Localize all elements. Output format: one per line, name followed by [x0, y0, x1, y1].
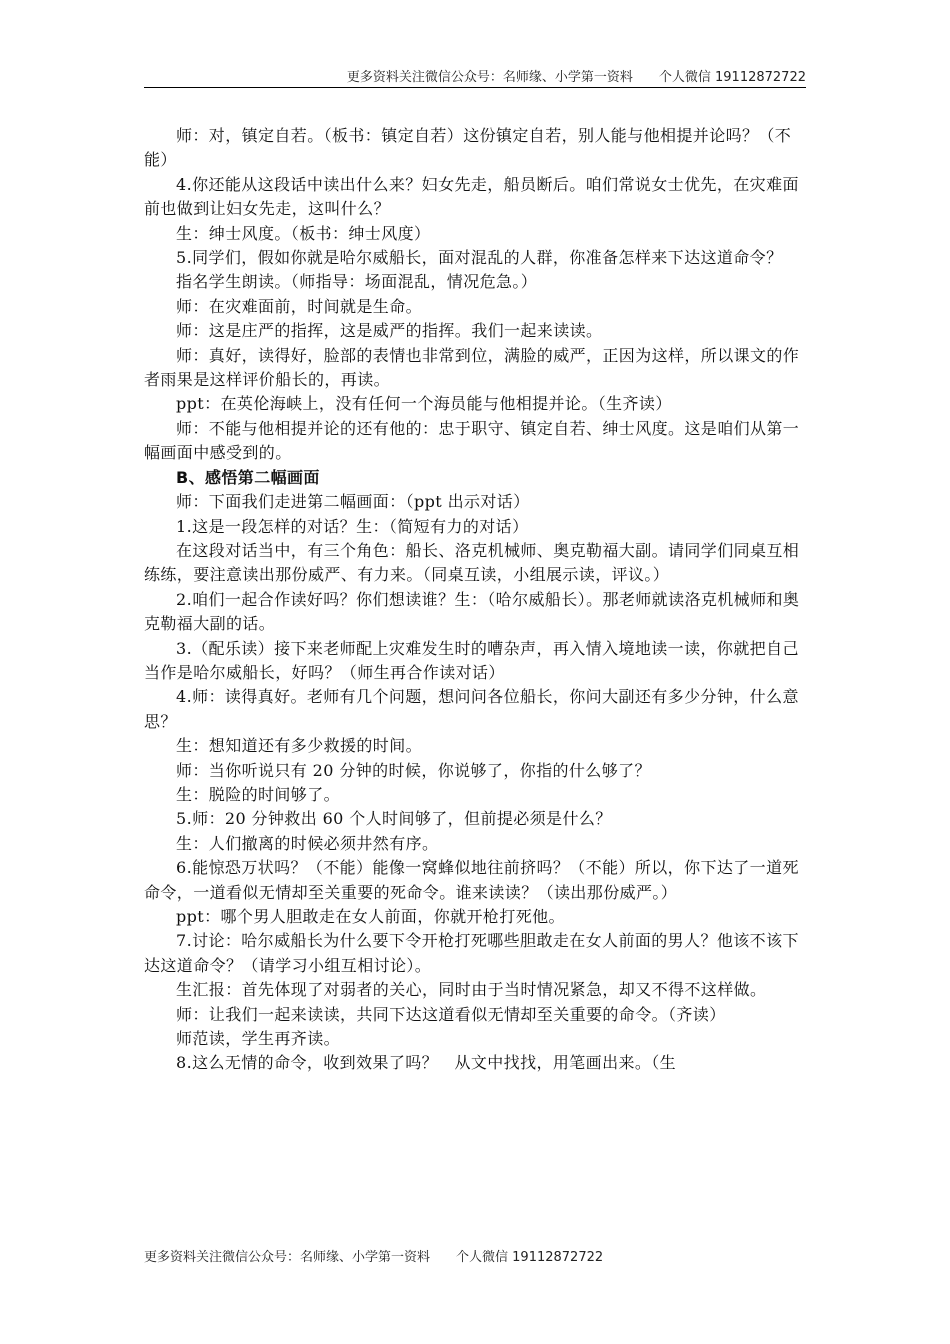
- paragraph: 生汇报：首先体现了对弱者的关心，同时由于当时情况紧急，却又不得不这样做。: [176, 980, 767, 1000]
- paragraph: 生：脱险的时间够了。: [176, 784, 341, 804]
- paragraph: 生：人们撤离的时候必须井然有序。: [176, 833, 439, 853]
- header-source-text: 更多资料关注微信公众号：名师缘、小学第一资料: [346, 70, 633, 85]
- paragraph: 师：真好，读得好，脸部的表情也非常到位，满脸的威严，正因为这样，所以课文的作者雨果是这样评价船长的，再读。: [144, 345, 800, 390]
- header-divider: [144, 87, 806, 88]
- section-heading: B、感悟第二幅画面: [176, 467, 320, 487]
- paragraph: 7.讨论：哈尔威船长为什么要下令开枪打死哪些胆敢走在女人前面的男人？他该不该下达这道命令？（请学习小组互相讨论）。: [144, 931, 799, 975]
- paragraph: 1.这是一段怎样的对话？生：（简短有力的对话）: [176, 516, 529, 536]
- paragraph: 师：不能与他相提并论的还有他的：忠于职守、镇定自若、绅士风度。这是咱们从第一幅画面中感受到的。: [144, 418, 800, 463]
- paragraph: 师：当你听说只有 20 分钟的时候，你说够了，你指的什么够了？: [176, 760, 651, 780]
- paragraph: 师：在灾难面前，时间就是生命。: [176, 296, 423, 316]
- paragraph: 2.咱们一起合作读好吗？你们想读谁？生：（哈尔威船长）。那老师就读洛克机械师和奥克勒福大副的话。: [144, 589, 800, 634]
- paragraph: 3.（配乐读）接下来老师配上灾难发生时的嘈杂声，再入情入境地读一读，你就把自己当作是哈尔威船长，好吗？（师生再合作读对话）: [144, 638, 799, 682]
- paragraph: 生：想知道还有多少救援的时间。: [176, 736, 423, 756]
- paragraph: 5.师：20 分钟救出 60 个人时间够了，但前提必须是什么？: [176, 809, 612, 829]
- paragraph: 师：下面我们走进第二幅画面：（ppt 出示对话）: [176, 492, 530, 512]
- paragraph: 师范读，学生再齐读。: [176, 1029, 341, 1049]
- paragraph: 生：绅士风度。（板书：绅士风度）: [176, 223, 431, 243]
- paragraph: 师：对，镇定自若。（板书：镇定自若）这份镇定自若，别人能与他相提并论吗？（不能）: [144, 126, 792, 170]
- paragraph: 5.同学们，假如你就是哈尔威船长，面对混乱的人群，你准备怎样来下达这道命令？: [176, 248, 783, 268]
- paragraph: 8.这么无情的命令，收到效果了吗？ 从文中找找，用笔画出来。（生: [176, 1053, 677, 1073]
- paragraph: 师：这是庄严的指挥，这是威严的指挥。我们一起来读读。: [176, 321, 603, 341]
- page-footer: [144, 1246, 603, 1265]
- paragraph: 6.能惊恐万状吗？（不能）能像一窝蜂似地往前挤吗？（不能）所以，你下达了一道死命令，一道看似无情却至关重要的死命令。谁来读读？（读出那份威严。）: [144, 858, 799, 902]
- footer-source-text: 更多资料关注微信公众号：名师缘、小学第一资料: [144, 1250, 431, 1265]
- footer-contact-text: 个人微信 19112872722: [456, 1250, 604, 1265]
- paragraph: 指名学生朗读。（师指导：场面混乱，情况危急。）: [176, 272, 538, 292]
- document-body: [144, 124, 806, 1076]
- paragraph: ppt：哪个男人胆敢走在女人前面，你就开枪打死他。: [176, 907, 565, 926]
- paragraph: 4.师：读得真好。老师有几个问题，想问问各位船长，你问大副还有多少分钟，什么意思？: [144, 687, 799, 731]
- paragraph: 4.你还能从这段话中读出什么来？妇女先走，船员断后。咱们常说女士优先，在灾难面前也做到让妇女先走，这叫什么？: [144, 174, 799, 219]
- page-header: [144, 66, 806, 85]
- header-contact-text: 个人微信 19112872722: [658, 70, 806, 85]
- paragraph: 在这段对话当中，有三个角色：船长、洛克机械师、奥克勒福大副。请同学们同桌互相练练，要注意读出那份威严、有力来。（同桌互读，小组展示读，评议。）: [144, 540, 800, 585]
- paragraph: 师：让我们一起来读读，共同下达这道看似无情却至关重要的命令。（齐读）: [176, 1004, 726, 1024]
- paragraph: ppt：在英伦海峡上，没有任何一个海员能与他相提并论。（生齐读）: [176, 394, 672, 414]
